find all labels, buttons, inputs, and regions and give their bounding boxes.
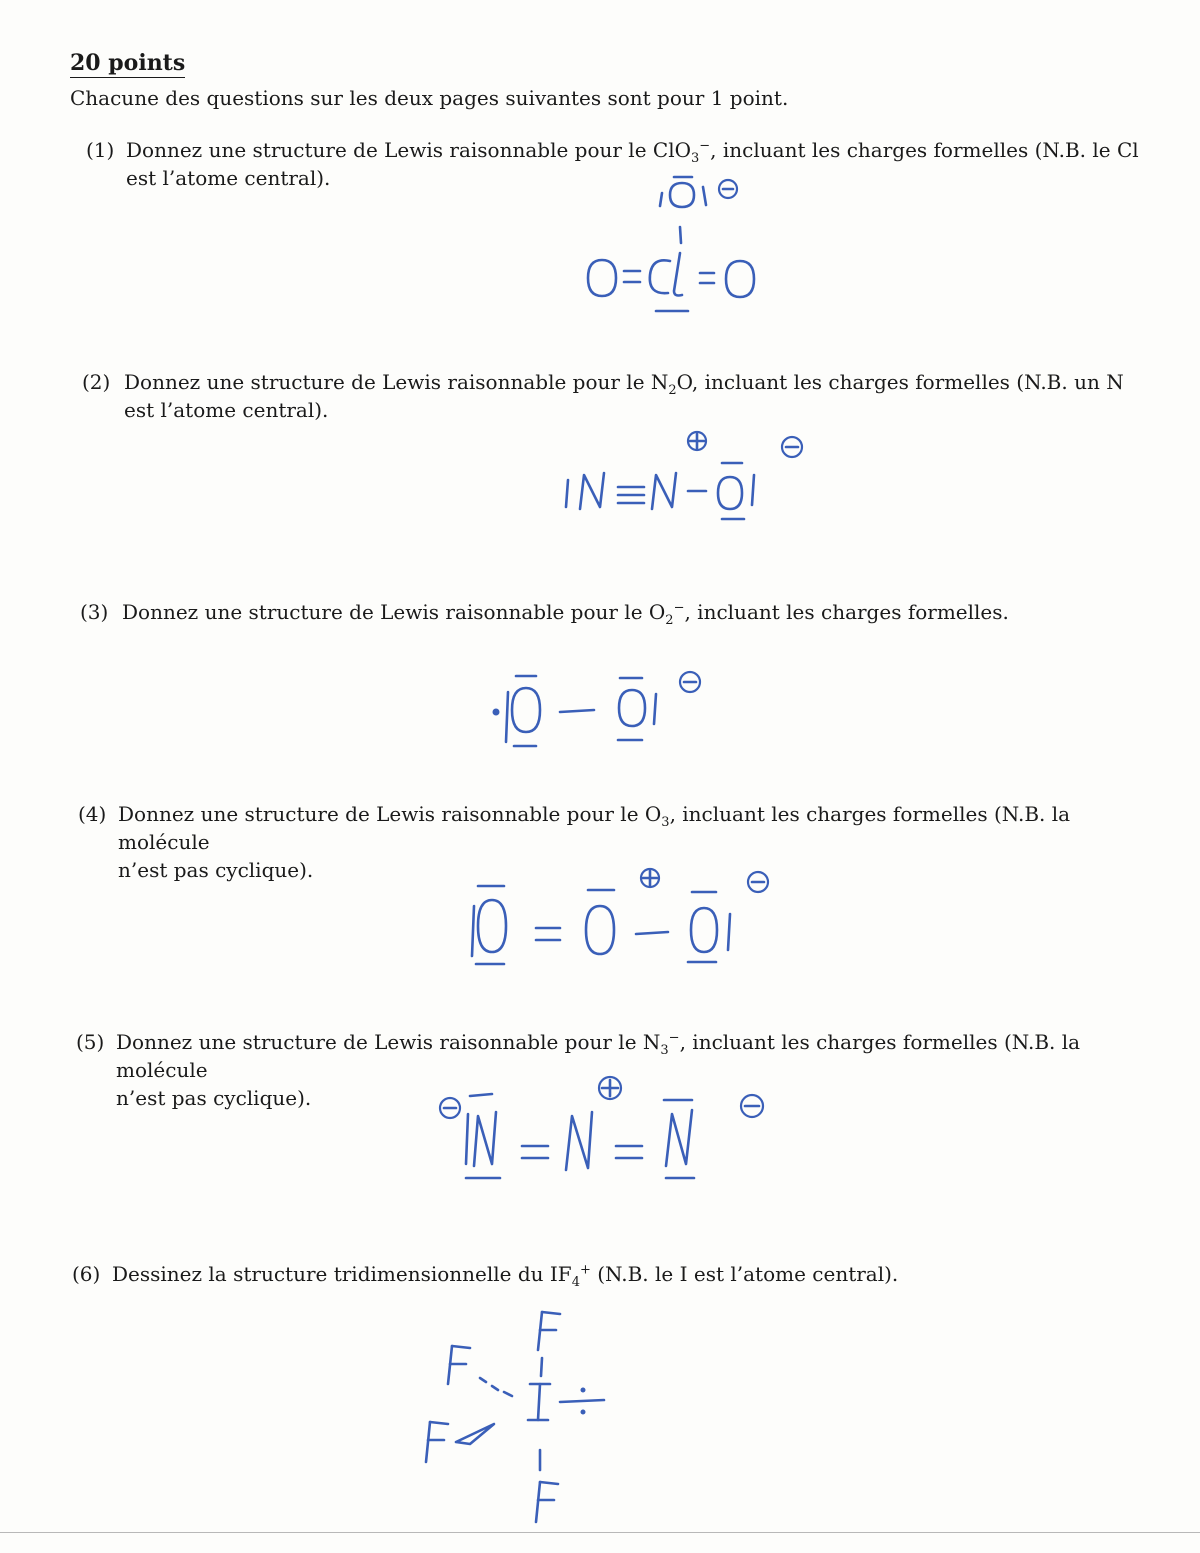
- page-title: 20 points: [70, 50, 186, 76]
- answer-5-lewis-structure: [430, 1070, 770, 1190]
- answer-3-lewis-structure: [480, 660, 720, 770]
- question-number: (3): [80, 600, 109, 624]
- question-number: (5): [76, 1030, 105, 1054]
- answer-6-3d-structure: [410, 1300, 630, 1530]
- question-text: Donnez une structure de Lewis raisonnable pour le ClO$_3$−, incluant les charges formelles (N.B. le Cl est l’atome central).: [126, 138, 1139, 190]
- question-text: Donnez une structure de Lewis raisonnable pour le $O_3$, incluant les charges formelles (N.B. la molécule n’est pas cyclique).: [118, 802, 1071, 882]
- question-number: (2): [82, 370, 111, 394]
- question-number: (4): [78, 802, 107, 826]
- instructions-text: Chacune des questions sur les deux pages suivantes sont pour 1 point.: [70, 86, 789, 110]
- question-number: (6): [72, 1262, 101, 1286]
- question-text: Donnez une structure de Lewis raisonnable pour le $N_2O$, incluant les charges formelles (N.B. un N est l’atome central).: [124, 370, 1124, 422]
- page-bottom-edge: [0, 1532, 1200, 1533]
- answer-4-lewis-structure: [460, 860, 790, 980]
- answer-2-lewis-structure: [560, 425, 820, 535]
- question-text: Donnez une structure de Lewis raisonnable pour le $O_2^-$, incluant les charges formelles.: [122, 600, 1009, 628]
- question-text: Donnez une structure de Lewis raisonnable pour le $N_3^-$, incluant les charges formelles (N.B. la molécule n’est pas cyclique).: [116, 1030, 1081, 1110]
- question-number: (1): [86, 138, 115, 162]
- answer-1-lewis-structure: [570, 165, 800, 325]
- question-text: Dessinez la structure tridimensionnelle du $IF_4^+$ (N.B. le I est l’atome central).: [112, 1262, 899, 1290]
